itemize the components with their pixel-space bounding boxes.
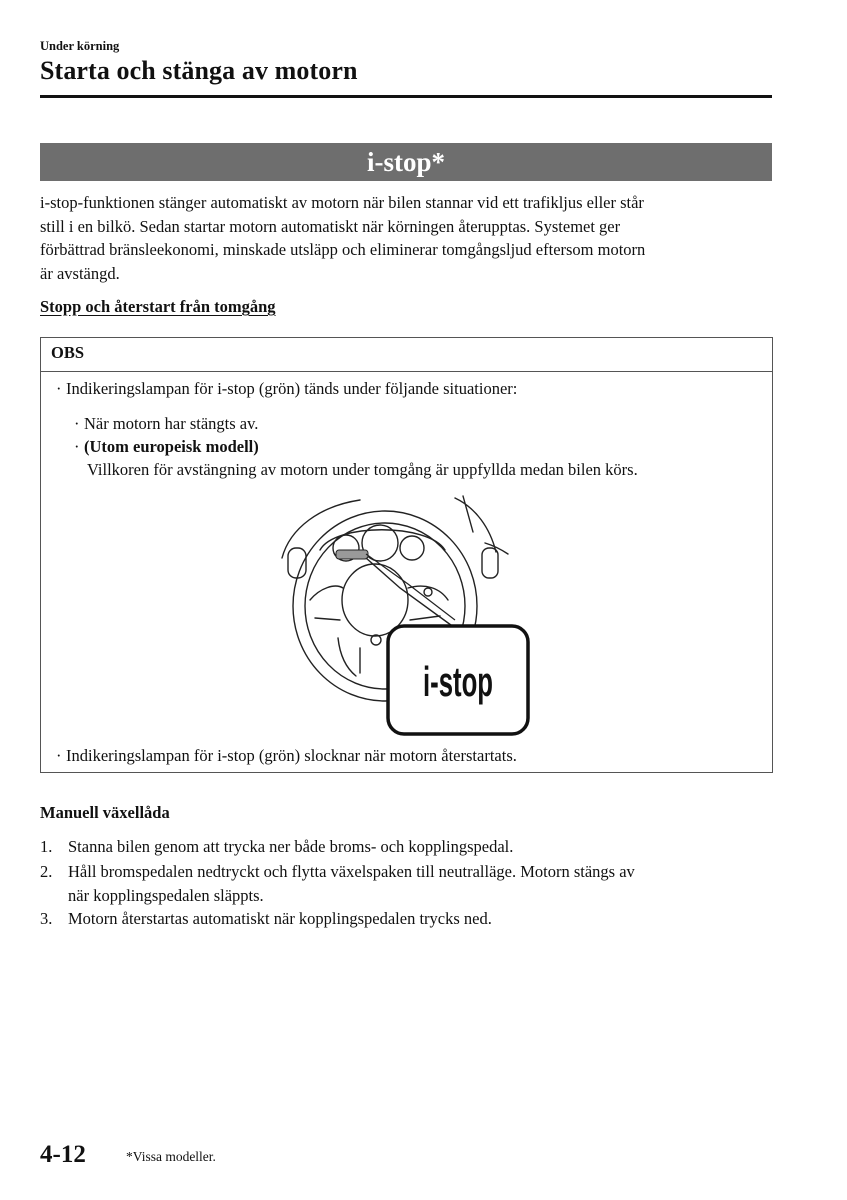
bullet-glyph: · (56, 746, 62, 765)
subheading-manual-transmission: Manuell växellåda (40, 803, 170, 822)
obs-bullet-2-text: Indikeringslampan för i-stop (grön) slocknar när motorn återstartats. (66, 746, 517, 765)
banner-title: i-stop* (366, 146, 445, 177)
obs-bullet-1-text: Indikeringslampan för i-stop (grön) tänds under följande situationer: (66, 379, 518, 398)
section-banner (40, 143, 772, 181)
obs-sub-item-1 (74, 412, 258, 435)
intro-line: i-stop-funktionen stänger automatiskt av motorn när bilen stannar vid ett trafikljus eller står (40, 193, 644, 212)
list-item (40, 907, 775, 931)
bullet-glyph: · (74, 414, 80, 433)
intro-line: still i en bilkö. Sedan startar motorn automatiskt när körningen återupptas. Systemet ger (40, 216, 621, 236)
obs-sub-item-2-text: Villkoren för avstängning av motorn under tomgång är uppfyllda medan bilen körs. (87, 460, 638, 479)
i-stop-indicator-label: i-stop (422, 660, 494, 706)
obs-bullet-1 (56, 377, 517, 400)
intro-paragraph (40, 191, 775, 285)
list-item (40, 835, 775, 859)
obs-sub-item-2 (74, 435, 259, 458)
obs-sub-item-1-text: När motorn har stängts av. (84, 414, 259, 433)
page-number: 4-12 (40, 1141, 86, 1168)
obs-sub-item-2-bold: (Utom europeisk modell) (84, 437, 259, 456)
bullet-glyph: · (74, 437, 80, 456)
intro-line: är avstängd. (40, 263, 120, 283)
footnote: *Vissa modeller. (126, 1149, 216, 1164)
list-item (40, 860, 775, 908)
list-item-number: 3. (40, 909, 53, 928)
obs-bullet-2 (56, 744, 517, 767)
section-label: Under körning (40, 39, 120, 53)
page-title: Starta och stänga av motorn (40, 56, 358, 85)
list-item-text: Stanna bilen genom att trycka ner både broms- och kopplingspedal. (68, 837, 514, 856)
list-item-number: 2. (40, 862, 53, 881)
subheading-idle-stop: Stopp och återstart från tomgång (40, 297, 276, 316)
obs-header-divider (40, 371, 773, 372)
list-item-text: Motorn återstartas automatiskt när kopplingspedalen trycks ned. (68, 909, 492, 928)
intro-line: förbättrad bränsleekonomi, minskade utsläpp och eliminerar tomgångsljud eftersom motorn (40, 240, 646, 259)
bullet-glyph: · (56, 379, 62, 398)
list-item-text: Håll bromspedalen nedtryckt och flytta växelspaken till neutralläge. Motorn stängs av (68, 862, 635, 881)
title-divider (40, 95, 772, 98)
list-item-text-continued: när kopplingspedalen släppts. (68, 885, 264, 905)
steering-wheel-illustration (280, 488, 535, 738)
list-item-number: 1. (40, 837, 53, 856)
obs-title: OBS (51, 343, 85, 362)
